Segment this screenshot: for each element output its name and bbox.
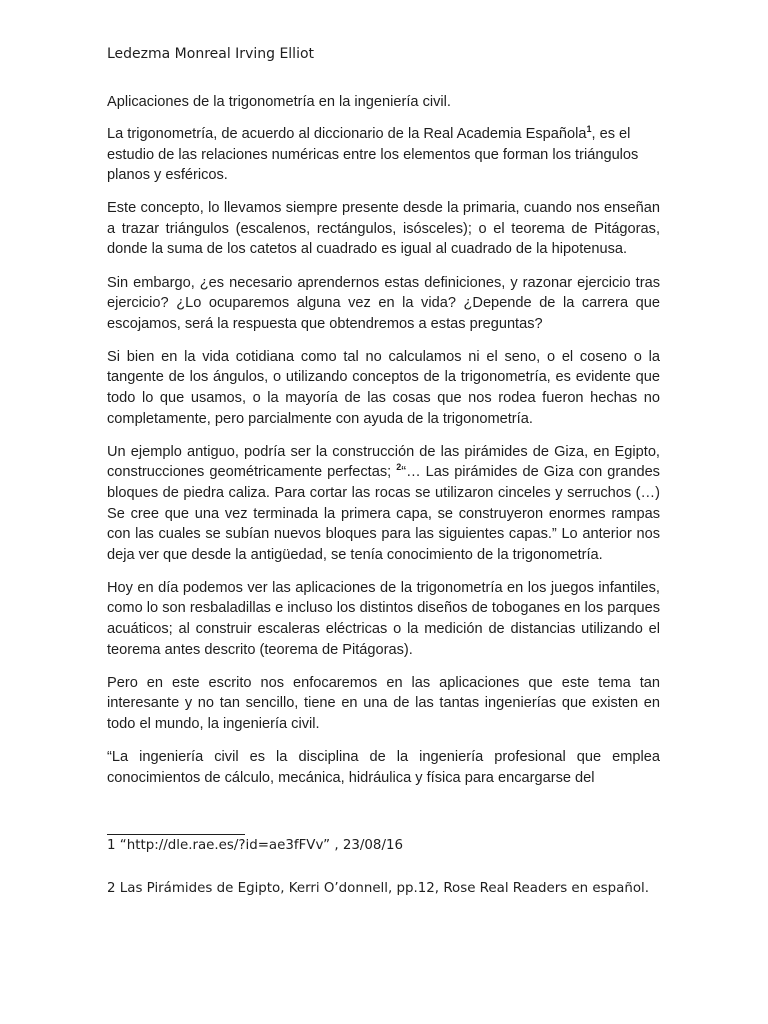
paragraph-6: Hoy en día podemos ver las aplicaciones de la trigonometría en los juegos infantiles, como lo son resbaladillas e incluso los distintos diseños de toboganes en los parques acuáticos; al construir escaleras eléctricas o la medición de distancias utilizando el teorema antes descrito (teorema de Pitágoras). xyxy=(107,579,660,658)
footnote-ref-2[interactable]: 2 xyxy=(396,462,402,473)
paragraph-3: Sin embargo, ¿es necesario aprendernos estas definiciones, y razonar ejercicio tras ejercicio? ¿Lo ocuparemos alguna vez en la vida? ¿Depende de la carrera que escojamos, será la respuesta que obtendremos a estas preguntas? xyxy=(107,274,660,332)
footnote-1: 1 “http://dle.rae.es/?id=ae3fFVv” , 23/08/16 xyxy=(107,838,404,853)
paragraph-1-text-a: La trigonometría, de acuerdo al diccionario de la Real Academia Española xyxy=(107,126,587,142)
paragraph-4: Si bien en la vida cotidiana como tal no calculamos ni el seno, o el coseno o la tangente de los ángulos, o utilizando conceptos de la trigonometría, es evidente que todo lo que usamos, o la mayoría de las cosas que nos rodea fueron hechas no completamente, pero parcialmente con ayuda de la trigonometría. xyxy=(107,348,660,427)
paragraph-5 xyxy=(107,442,660,566)
paragraph-5-text-a: Un ejemplo antiguo, podría ser la construcción de las pirámides de Giza, en Egipto, construcciones geométricamente perfectas; xyxy=(107,443,660,481)
footnote-ref-1[interactable]: 1 xyxy=(586,124,592,134)
author-name: Ledezma Monreal Irving Elliot xyxy=(107,46,315,62)
footnote-2: 2 Las Pirámides de Egipto, Kerri O’donnell, pp.12, Rose Real Readers en español. xyxy=(107,880,649,896)
paragraph-5-text-b: “… Las pirámides de Giza con grandes bloques de piedra caliza. Para cortar las rocas se utilizaron cinceles y serruchos (…) Se cree que una vez terminada la primera capa, se construyeron enormes rampas con las cuales se subían nuevos bloques para las siguientes capas.” Lo anterior nos deja ver que desde la antigüedad, se tenía conocimiento de la trigonometría. xyxy=(107,464,660,563)
footnote-separator xyxy=(107,834,245,835)
paragraph-2: Este concepto, lo llevamos siempre presente desde la primaria, cuando nos enseñan a trazar triángulos (escalenos, rectángulos, isósceles); o el teorema de Pitágoras, donde la suma de los catetos al cuadrado es igual al cuadrado de la hipotenusa. xyxy=(107,200,660,258)
paragraph-8: “La ingeniería civil es la disciplina de la ingeniería profesional que emplea conocimientos de cálculo, mecánica, hidráulica y física para encargarse del xyxy=(107,748,660,786)
paragraph-1-text-b: , es el estudio de las relaciones numéricas entre los elementos que forman los triángulos planos y esféricos. xyxy=(107,126,639,184)
paragraph-7: Pero en este escrito nos enfocaremos en las aplicaciones que este tema tan interesante y no tan sencillo, tiene en una de las tantas ingenierías que existen en todo el mundo, la ingeniería civil. xyxy=(107,674,660,732)
document-title: Aplicaciones de la trigonometría en la ingeniería civil. xyxy=(107,94,451,110)
document-body xyxy=(107,44,660,788)
paragraph-1 xyxy=(107,124,660,186)
footnotes xyxy=(107,837,660,898)
